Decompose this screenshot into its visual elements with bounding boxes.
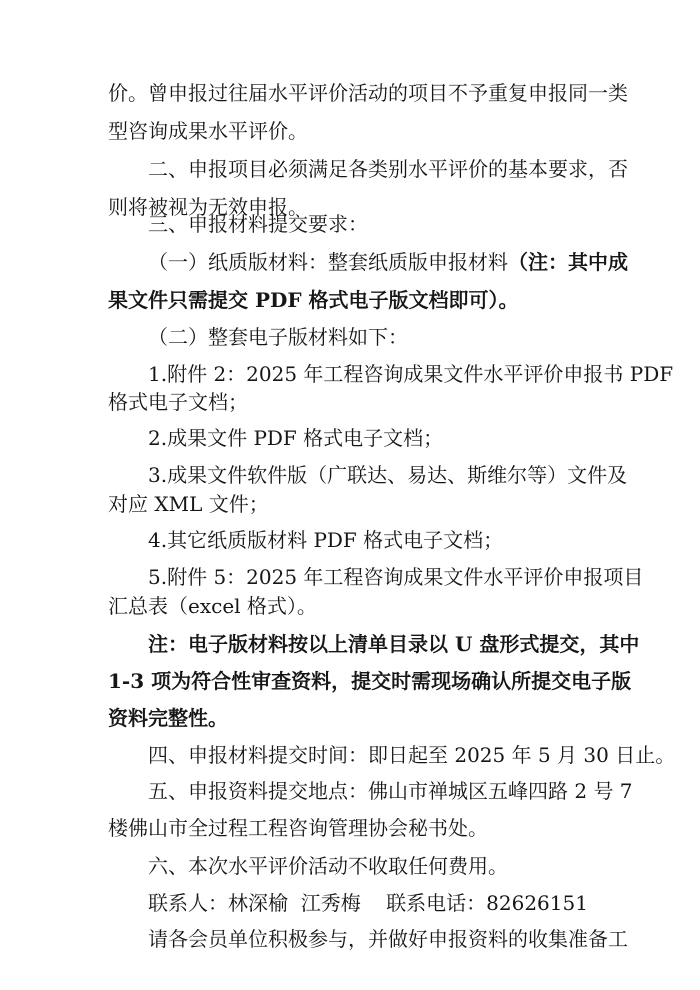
paragraph-line: 六、本次水平评价活动不收取任何费用。 [148, 854, 508, 878]
contact-line: 联系人：林深榆 江秀梅 联系电话：82626151 [148, 891, 588, 915]
list-item: 3.成果文件软件版（广联达、易达、斯维尔等）文件及 [148, 463, 628, 487]
paragraph-line [148, 248, 628, 276]
list-item-continued: 汇总表（excel 格式）。 [108, 594, 317, 618]
list-item-continued: 对应 XML 文件； [108, 492, 269, 516]
note-bold-line: 1-3 项为符合性审查资料，提交时需现场确认所提交电子版 [108, 669, 632, 693]
paragraph-line: 价。曾申报过往届水平评价活动的项目不予重复申报同一类 [108, 81, 628, 105]
paragraph-line: 二、申报项目必须满足各类别水平评价的基本要求，否 [148, 157, 628, 181]
note-bold-line: 资料完整性。 [108, 706, 228, 730]
section-heading: 三、申报材料提交要求： [148, 212, 368, 236]
paragraph-line: 楼佛山市全过程工程咨询管理协会秘书处。 [108, 816, 488, 840]
paragraph-line: 四、申报材料提交时间：即日起至 2025 年 5 月 30 日止。 [148, 743, 676, 767]
note-bold-line: 果文件只需提交 PDF 格式电子版文档即可）。 [108, 288, 519, 312]
note-bold-line: 注：电子版材料按以上清单目录以 U 盘形式提交，其中 [148, 632, 640, 656]
list-item: 5.附件 5：2025 年工程咨询成果文件水平评价申报项目 [148, 565, 644, 589]
paragraph-line: 型咨询成果水平评价。 [108, 119, 308, 143]
paragraph-line: 则将被视为无效申报。 [108, 195, 308, 219]
list-item: 4.其它纸质版材料 PDF 格式电子文档； [148, 528, 504, 552]
list-item: 2.成果文件 PDF 格式电子文档； [148, 426, 444, 450]
paper-materials-text: （一）纸质版材料：整套纸质版申报材料 [148, 250, 508, 274]
section-heading: （二）整套电子版材料如下： [148, 325, 408, 349]
list-item-continued: 格式电子文档； [108, 390, 248, 414]
list-item: 1.附件 2：2025 年工程咨询成果文件水平评价申报书 PDF [148, 362, 674, 386]
paragraph-line: 五、申报资料提交地点：佛山市禅城区五峰四路 2 号 7 [148, 779, 633, 803]
paragraph-line: 请各会员单位积极参与，并做好申报资料的收集准备工 [148, 927, 628, 951]
note-bold-text: （注：其中成 [508, 250, 628, 274]
